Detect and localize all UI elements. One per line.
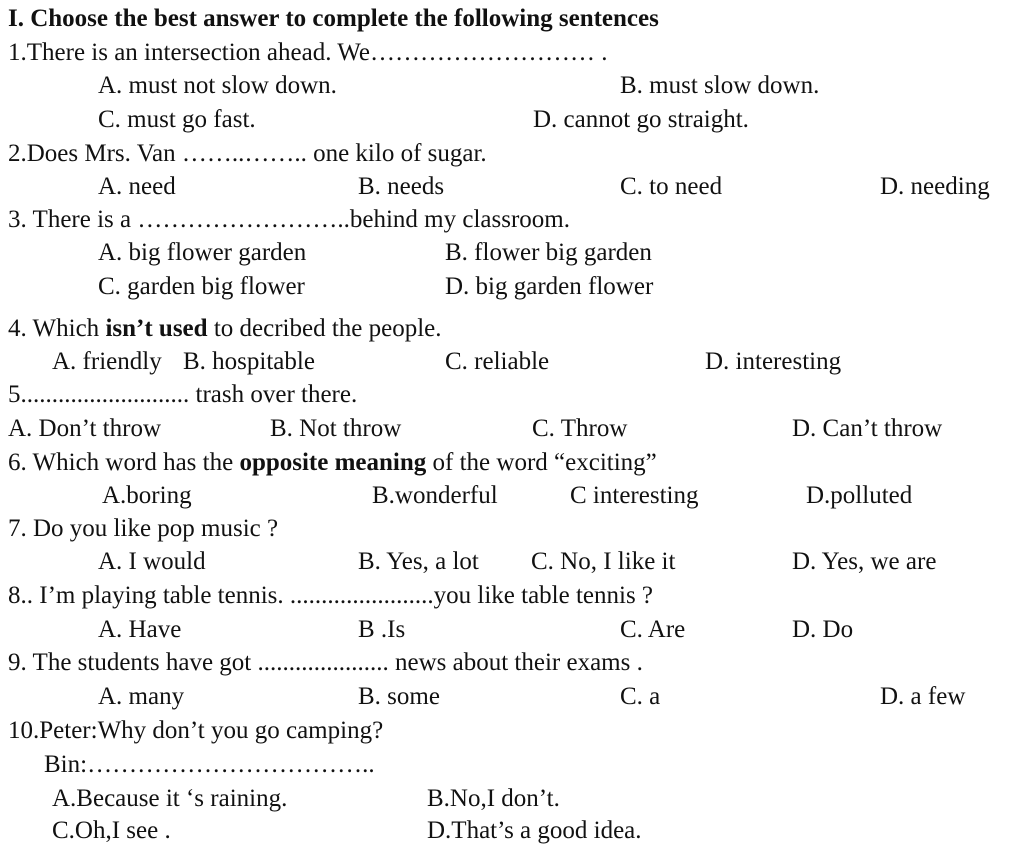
question-6-option-b: B.wonderful (372, 482, 498, 509)
question-4-option-a: A. friendly (52, 348, 162, 375)
question-6-stem (8, 448, 657, 478)
question-8-stem: 8.. I’m playing table tennis. .......................you like table tennis ? (8, 582, 654, 609)
question-3-option-a: A. big flower garden (98, 239, 307, 266)
question-5-option-a: A. Don’t throw (8, 415, 162, 442)
question-9-stem: 9. The students have got ..................... news about their exams . (8, 649, 643, 676)
question-3-option-d: D. big garden flower (445, 273, 654, 300)
question-4-option-d: D. interesting (705, 348, 842, 375)
question-7-stem: 7. Do you like pop music ? (8, 515, 279, 542)
question-2-option-b: B. needs (358, 173, 445, 200)
question-4-stem (8, 314, 442, 344)
question-1-option-c: C. must go fast. (98, 106, 256, 133)
question-7-option-d: D. Yes, we are (792, 548, 937, 575)
question-10-bin-line: Bin:…………………………….. (44, 751, 375, 778)
question-3-stem: 3. There is a ……………………..behind my classroom. (8, 206, 570, 233)
question-10-option-a: A.Because it ‘s raining. (52, 785, 288, 812)
question-9-option-d: D. a few (880, 683, 966, 710)
question-6-stem-post: of the word “exciting” (426, 449, 657, 476)
question-8-option-c: C. Are (620, 616, 686, 643)
question-6-option-d: D.polluted (806, 482, 913, 509)
question-6-option-a: A.boring (102, 482, 192, 509)
question-10-stem: 10.Peter:Why don’t you go camping? (8, 717, 384, 744)
question-1-option-b: B. must slow down. (620, 72, 820, 99)
question-10-option-b: B.No,I don’t. (427, 785, 560, 812)
question-4-stem-emphasis: isn’t used (105, 315, 208, 342)
question-10-option-d: D.That’s a good idea. (427, 817, 642, 844)
question-3-option-c: C. garden big flower (98, 273, 305, 300)
question-4-option-c: C. reliable (445, 348, 550, 375)
question-10-option-c: C.Oh,I see . (52, 817, 171, 844)
question-5-stem: 5........................... trash over there. (8, 381, 358, 408)
question-8-option-a: A. Have (98, 616, 182, 643)
question-1-option-d: D. cannot go straight. (533, 106, 749, 133)
question-6-option-c: C interesting (570, 482, 699, 509)
question-8-option-b: B .Is (358, 616, 406, 643)
question-5-option-d: D. Can’t throw (792, 415, 943, 442)
question-1-option-a: A. must not slow down. (98, 72, 337, 99)
question-2-option-a: A. need (98, 173, 176, 200)
question-8-option-d: D. Do (792, 616, 854, 643)
question-5-option-c: C. Throw (532, 415, 628, 442)
question-9-option-a: A. many (98, 683, 185, 710)
question-6-stem-pre: 6. Which word has the (8, 449, 240, 476)
question-6-stem-emphasis: opposite meaning (239, 449, 427, 476)
section-title: I. Choose the best answer to complete the following sentences (8, 5, 659, 32)
question-4-stem-post: to decribed the people. (207, 315, 442, 342)
question-4-option-b: B. hospitable (183, 348, 315, 375)
question-2-option-c: C. to need (620, 173, 723, 200)
question-2-stem: 2.Does Mrs. Van ……..…….. one kilo of sugar. (8, 140, 487, 167)
question-1-stem: 1.There is an intersection ahead. We……………………… . (8, 39, 608, 66)
question-2-option-d: D. needing (880, 173, 990, 200)
question-7-option-a: A. I would (98, 548, 206, 575)
question-3-option-b: B. flower big garden (445, 239, 652, 266)
question-5-option-b: B. Not throw (270, 415, 402, 442)
question-4-stem-pre: 4. Which (8, 315, 106, 342)
question-9-option-b: B. some (358, 683, 440, 710)
question-7-option-b: B. Yes, a lot (358, 548, 479, 575)
question-9-option-c: C. a (620, 683, 661, 710)
question-7-option-c: C. No, I like it (531, 548, 676, 575)
